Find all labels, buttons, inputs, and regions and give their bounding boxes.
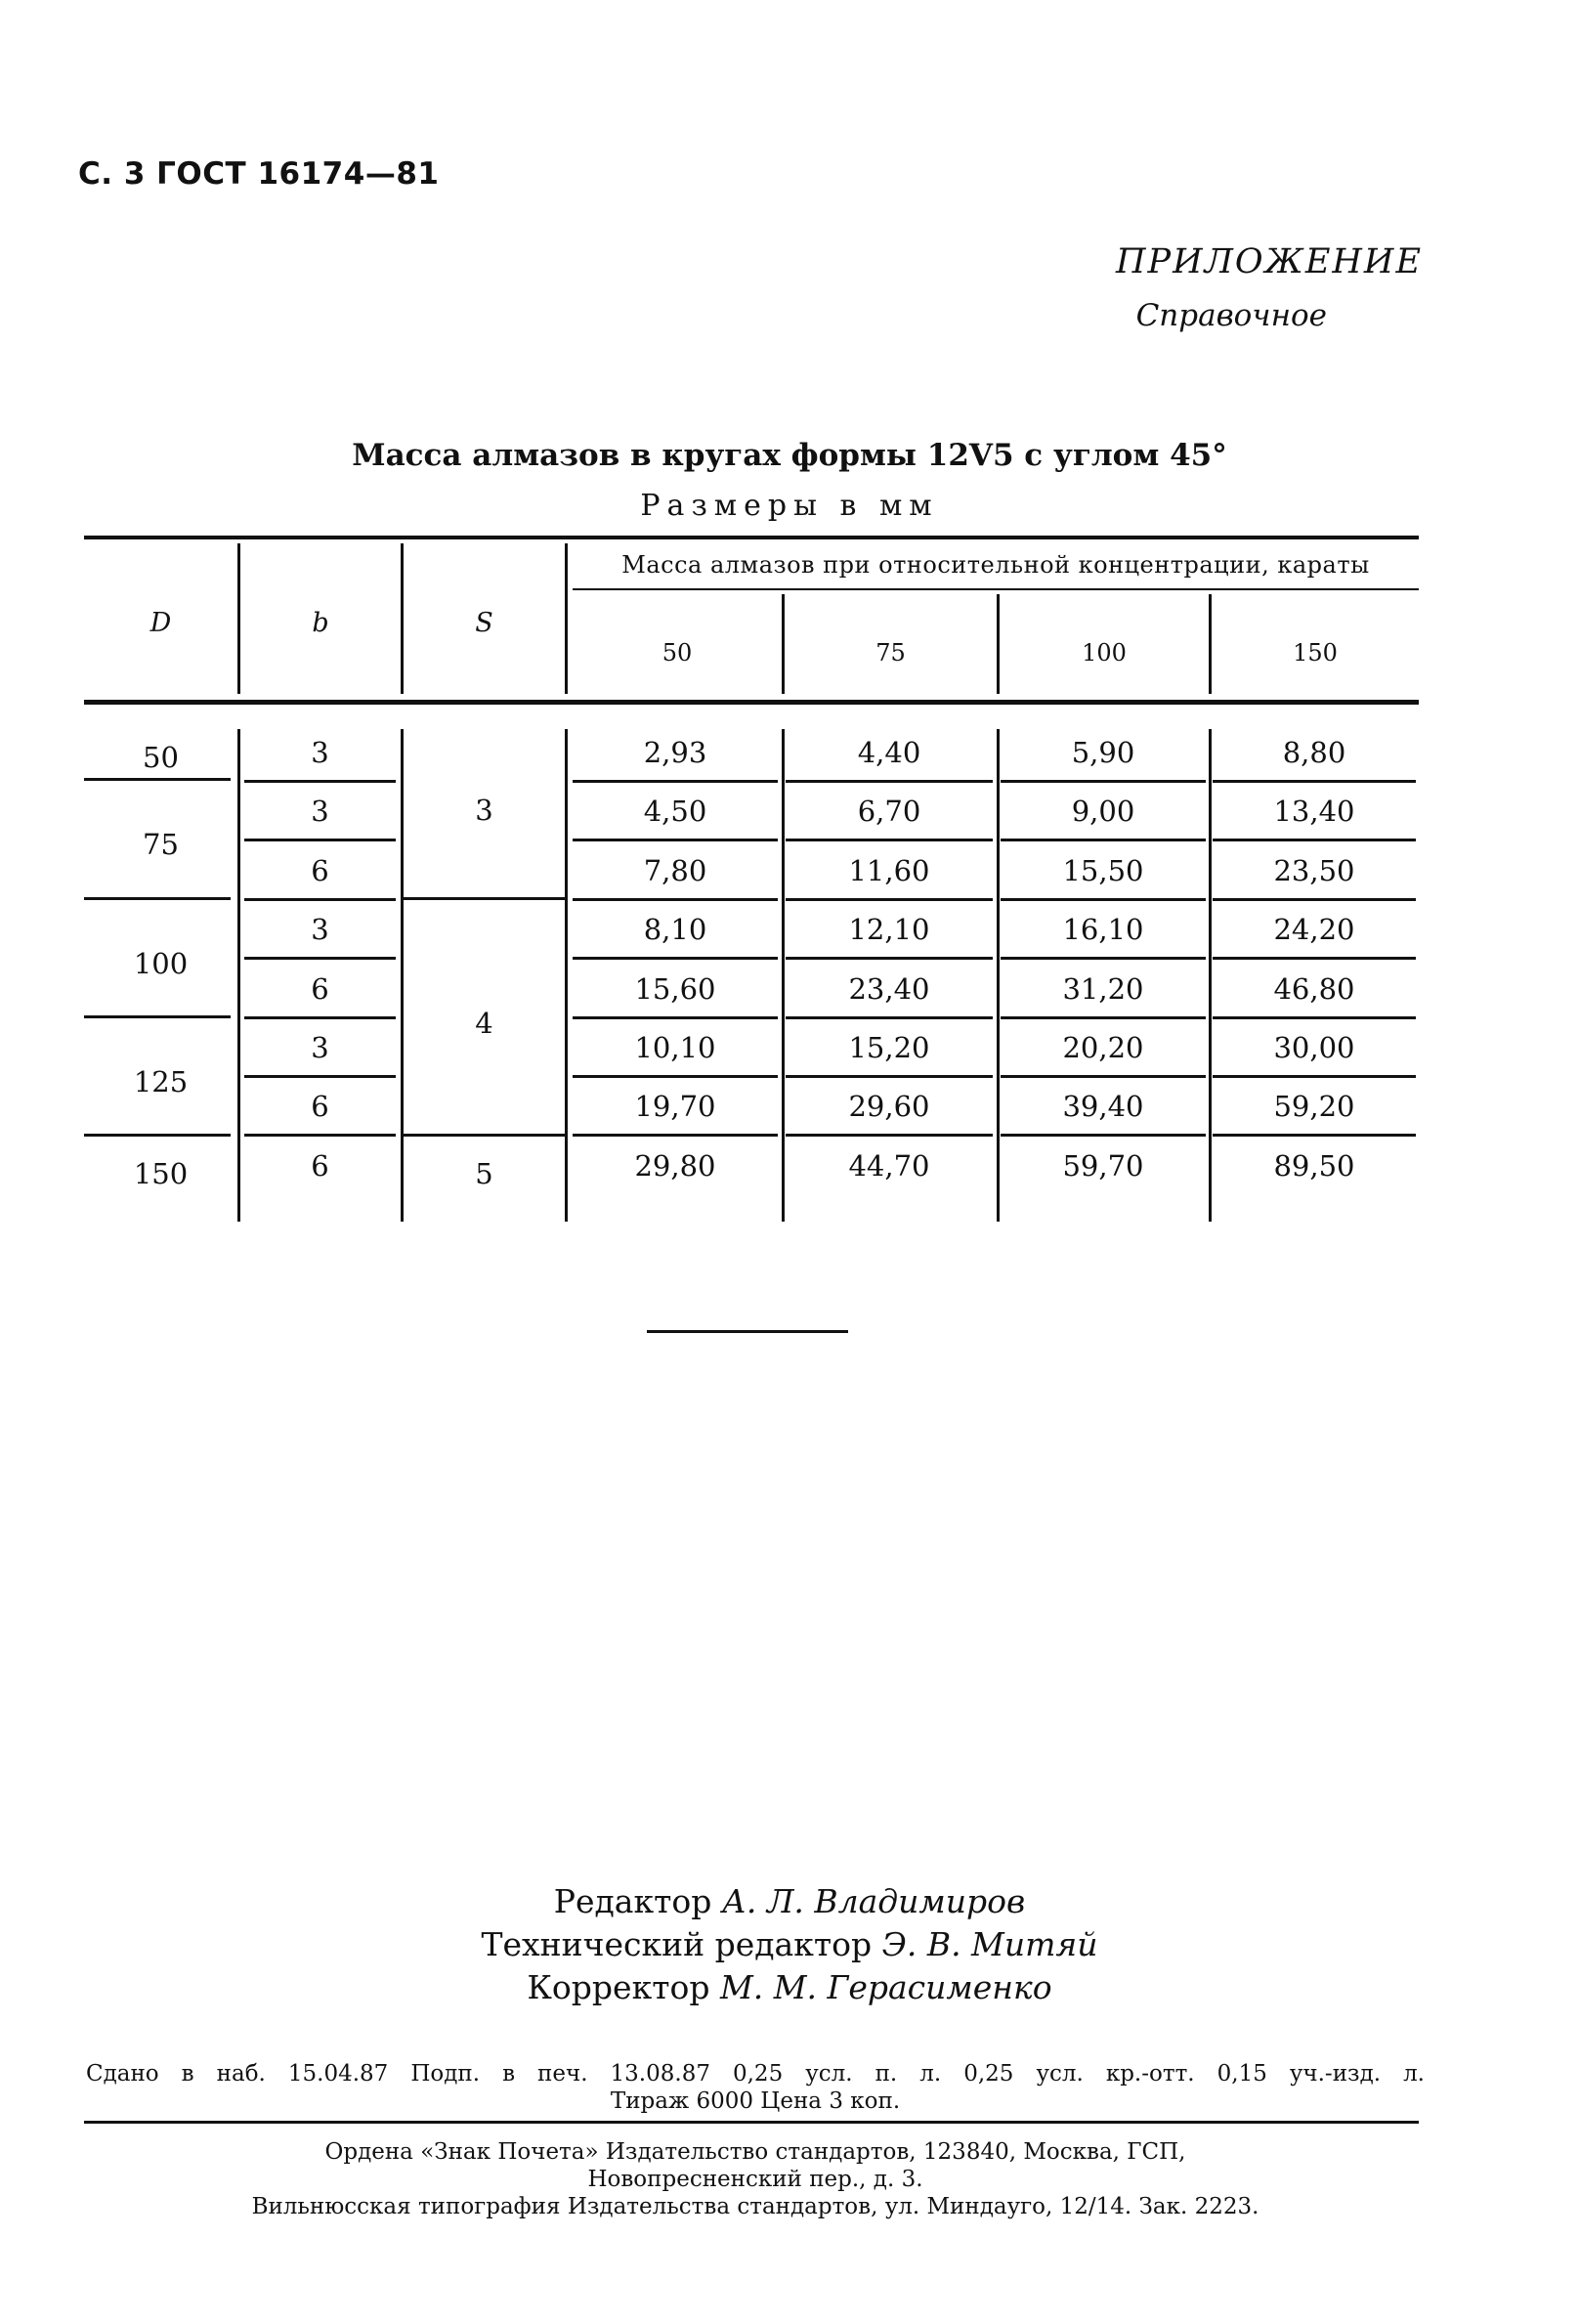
credit-editor-name: А. Л. Владимиров <box>721 1882 1026 1920</box>
mass-c50: 4,50 <box>643 795 707 829</box>
cell-rule <box>244 1075 396 1078</box>
cell-rule <box>244 1016 396 1019</box>
mass-c75: 11,60 <box>848 853 930 887</box>
D-rule <box>84 1134 231 1137</box>
D-rule <box>84 1015 231 1018</box>
credit-tech-editor-name: Э. В. Митяй <box>881 1925 1098 1963</box>
cell-rule <box>244 957 396 960</box>
cell-rule <box>786 898 993 901</box>
D-value: 50 <box>143 741 179 774</box>
cell-rule <box>573 1134 778 1137</box>
mass-c150: 23,50 <box>1273 853 1355 887</box>
cell-rule <box>1001 839 1206 841</box>
cell-rule <box>573 957 778 960</box>
table-top-rule <box>84 536 1419 539</box>
b-cell: 6 <box>311 971 329 1006</box>
appendix-title: ПРИЛОЖЕНИЕ <box>1116 242 1423 281</box>
table-units: Размеры в мм <box>640 489 939 523</box>
cell-rule <box>1213 1016 1416 1019</box>
b-cell: 6 <box>311 1148 329 1183</box>
credit-tech-editor <box>0 1923 1579 1966</box>
D-value: 75 <box>143 828 179 861</box>
mass-c100: 5,90 <box>1071 736 1135 769</box>
D-value: 150 <box>133 1157 189 1190</box>
cell-rule <box>1213 898 1416 901</box>
cell-rule <box>1001 957 1206 960</box>
mass-c150: 30,00 <box>1273 1031 1355 1064</box>
cell-rule <box>244 898 396 901</box>
mass-c100: 20,20 <box>1062 1031 1144 1064</box>
mass-c50: 8,10 <box>643 913 707 947</box>
D-value: 125 <box>133 1065 189 1098</box>
mass-c50: 19,70 <box>634 1090 716 1124</box>
b-cell: 3 <box>311 795 329 829</box>
mass-c50: 2,93 <box>643 736 707 769</box>
body-vrule <box>997 729 1000 1222</box>
b-cell: 6 <box>311 1090 329 1124</box>
imprint-line-1: Сдано в наб. 15.04.87 Подп. в печ. 13.08.87 0,25 усл. п. л. 0,25 усл. кр.-отт. 0,15 уч.-изд. л. <box>86 2061 1425 2087</box>
mass-c150: 59,20 <box>1273 1090 1355 1124</box>
cell-rule <box>786 1016 993 1019</box>
mass-c100: 9,00 <box>1071 795 1135 829</box>
mass-c50: 15,60 <box>634 971 716 1006</box>
mass-c75: 29,60 <box>848 1090 930 1124</box>
body-vrule <box>1209 729 1212 1222</box>
body-vrule <box>782 729 785 1222</box>
mass-c150: 46,80 <box>1273 971 1355 1006</box>
cell-rule <box>1213 1075 1416 1078</box>
col-header-c150: 150 <box>1293 639 1338 667</box>
col-header-c75: 75 <box>875 639 906 667</box>
mass-c75: 6,70 <box>857 795 921 829</box>
cell-rule <box>786 957 993 960</box>
col-header-mass-group: Масса алмазов при относительной концентрации, караты <box>621 551 1370 579</box>
imprint-divider <box>84 2121 1419 2124</box>
cell-rule <box>786 1075 993 1078</box>
cell-rule <box>1001 1134 1206 1137</box>
b-cell: 3 <box>311 913 329 947</box>
cell-rule <box>244 839 396 841</box>
b-cell: 3 <box>311 736 329 769</box>
mass-c150: 13,40 <box>1273 795 1355 829</box>
page-header: С. 3 ГОСТ 16174—81 <box>78 156 440 192</box>
credit-corrector-label: Корректор <box>527 1968 710 2006</box>
D-value: 100 <box>133 947 189 980</box>
cell-rule <box>1001 898 1206 901</box>
body-vrule <box>237 729 240 1222</box>
mass-c75: 4,40 <box>857 736 921 769</box>
mass-c150: 8,80 <box>1282 736 1346 769</box>
mass-c75: 12,10 <box>848 913 930 947</box>
body-vrule <box>565 729 568 1222</box>
cell-rule <box>786 780 993 783</box>
end-of-table-rule <box>647 1330 848 1333</box>
S-value: 5 <box>475 1157 493 1190</box>
cell-rule <box>244 1134 396 1137</box>
header-bottom-rule <box>84 700 1419 705</box>
cell-rule <box>1001 780 1206 783</box>
mass-c75: 44,70 <box>848 1148 930 1183</box>
imprint-line-2: Тираж 6000 Цена 3 коп. <box>610 2088 901 2114</box>
imprint-line-5: Вильнюсская типография Издательства стандартов, ул. Миндауго, 12/14. Зак. 2223. <box>251 2194 1259 2219</box>
cell-rule <box>573 1016 778 1019</box>
cell-rule <box>244 780 396 783</box>
mass-c50: 7,80 <box>643 853 707 887</box>
mass-c75: 15,20 <box>848 1031 930 1064</box>
S-value: 3 <box>475 794 493 827</box>
cell-rule <box>786 839 993 841</box>
col-header-b: b <box>312 608 329 638</box>
credit-tech-editor-label: Технический редактор <box>481 1925 873 1963</box>
mass-c50: 29,80 <box>634 1148 716 1183</box>
header-vrule <box>565 543 568 694</box>
S-rule <box>404 1134 565 1137</box>
mass-c150: 89,50 <box>1273 1148 1355 1183</box>
mass-c75: 23,40 <box>848 971 930 1006</box>
cell-rule <box>1213 839 1416 841</box>
mass-c50: 10,10 <box>634 1031 716 1064</box>
mass-c150: 24,20 <box>1273 913 1355 947</box>
mass-c100: 15,50 <box>1062 853 1144 887</box>
header-group-rule <box>573 588 1419 590</box>
S-value: 4 <box>475 1007 493 1040</box>
mass-c100: 16,10 <box>1062 913 1144 947</box>
cell-rule <box>573 898 778 901</box>
b-cell: 6 <box>311 853 329 887</box>
cell-rule <box>1001 1075 1206 1078</box>
cell-rule <box>573 780 778 783</box>
col-header-c100: 100 <box>1082 639 1127 667</box>
col-header-c50: 50 <box>661 639 693 667</box>
mass-c100: 39,40 <box>1062 1090 1144 1124</box>
imprint-line-3: Ордена «Знак Почета» Издательство стандартов, 123840, Москва, ГСП, <box>324 2139 1186 2165</box>
appendix-subtitle: Справочное <box>1135 298 1327 333</box>
D-rule <box>84 778 231 781</box>
imprint-line-4: Новопресненский пер., д. 3. <box>587 2167 923 2192</box>
cell-rule <box>786 1134 993 1137</box>
mass-c100: 31,20 <box>1062 971 1144 1006</box>
cell-rule <box>573 1075 778 1078</box>
cell-rule <box>573 839 778 841</box>
cell-rule <box>1213 957 1416 960</box>
credit-corrector-name: М. М. Герасименко <box>719 1968 1052 2006</box>
col-header-S: S <box>475 608 493 638</box>
credit-corrector <box>0 1966 1579 2009</box>
b-cell: 3 <box>311 1031 329 1064</box>
D-rule <box>84 897 231 900</box>
cell-rule <box>1213 1134 1416 1137</box>
mass-c100: 59,70 <box>1062 1148 1144 1183</box>
col-header-D: D <box>149 608 172 638</box>
S-rule <box>404 897 565 900</box>
credit-editor-label: Редактор <box>553 1882 712 1920</box>
cell-rule <box>1001 1016 1206 1019</box>
credit-editor <box>0 1880 1579 1923</box>
table-title: Масса алмазов в кругах формы 12V5 с углом 45° <box>352 438 1227 473</box>
credits-block <box>0 1880 1579 2009</box>
cell-rule <box>1213 780 1416 783</box>
